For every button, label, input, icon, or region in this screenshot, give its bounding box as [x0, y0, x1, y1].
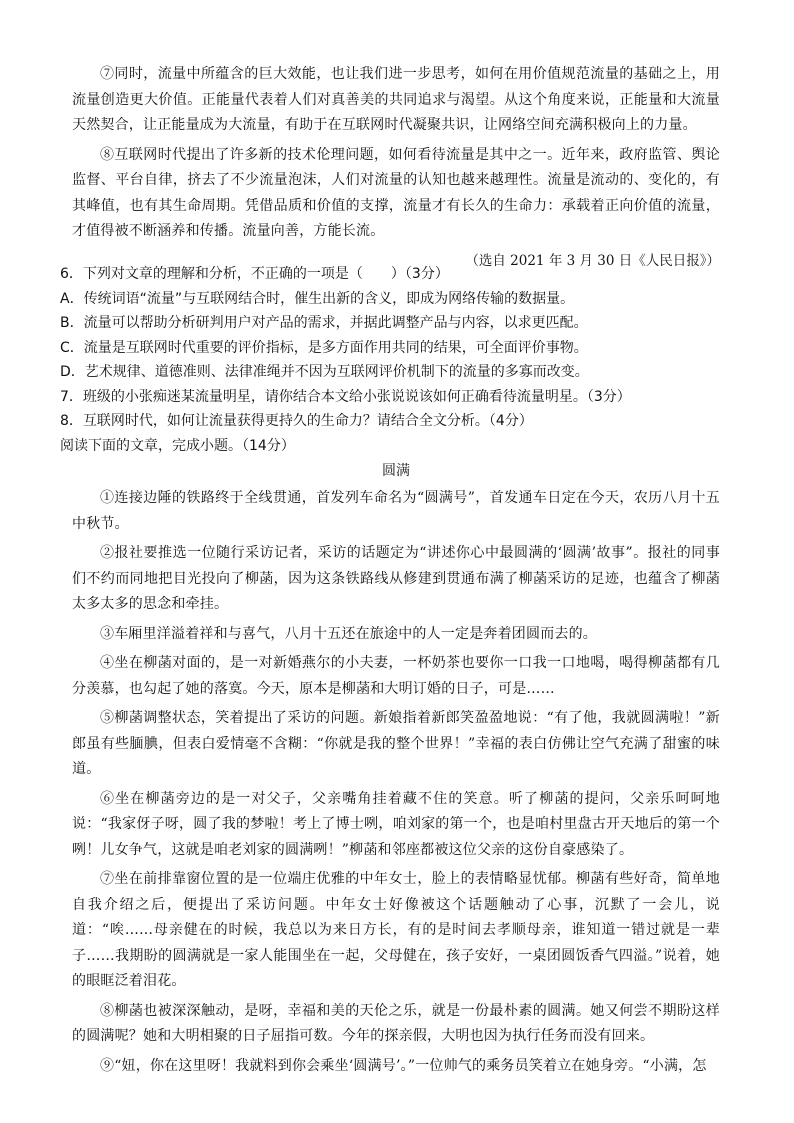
- article2-paragraph-2: ②报社要推选一位随行采访记者，采访的话题定为“讲述你心中最圆满的‘圆满’故事”。报社的同事们不约而同地把目光投向了柳菡，因为这条铁路线从修建到贯通布满了柳菡采访的足迹，也蕴含了柳菡太多太多的思念和牵挂。: [72, 545, 720, 612]
- article1-body: [72, 62, 720, 273]
- article2-paragraph-1: ①连接边陲的铁路终于全线贯通，首发列车命名为“圆满号”，首发通车日定在今天，农历八月十五中秋节。: [72, 490, 720, 532]
- article2-title: 圆满: [382, 463, 410, 479]
- article2-paragraph-6: ⑥坐在柳菡旁边的是一对父子，父亲嘴角挂着藏不住的笑意。听了柳菡的提问，父亲乐呵呵地说：“我家伢子呀，圆了我的梦啦！考上了博士咧，咱刘家的第一个，也是咱村里盘古开天地后的第一个咧！儿女争气，这就是咱老刘家的圆满咧！”柳菡和邻座都被这位父亲的这份自豪感染了。: [72, 790, 720, 858]
- article2-paragraph-8: ⑧柳菡也被深深触动，是呀，幸福和美的天伦之乐，就是一份最朴素的圆满。她又何尝不期盼这样的圆满呢？她和大明相聚的日子屈指可数。今年的探亲假，大明也因为执行任务而没有回来。: [72, 1002, 720, 1044]
- question-6: 6．下列对文章的理解和分析，不正确的一项是（ ）（3分）: [60, 266, 449, 282]
- article2-paragraph-4: ④坐在柳菡对面的，是一对新婚燕尔的小夫妻，一杯奶茶也要你一口我一口地喝，喝得柳菡都有几分羡慕，也勾起了她的落寞。今天，原本是柳菡和大明订婚的日子，可是……: [72, 655, 720, 697]
- reading-instruction: 阅读下面的文章，完成小题。（14分）: [60, 437, 295, 454]
- question-6-option-b: B．流量可以帮助分析研判用户对产品的需求，并据此调整产品与内容，以求更匹配。: [60, 315, 588, 331]
- article2-paragraph-5: ⑤柳菡调整状态，笑着提出了采访的问题。新娘指着新郎笑盈盈地说：“有了他，我就圆满啦！”新郎虽有些腼腆，但表白爱情毫不含糊：“你就是我的整个世界！”幸福的表白仿佛让空气充满了甜蜜的味道。: [72, 710, 720, 777]
- article2: [72, 458, 720, 1079]
- question-list: [60, 262, 720, 458]
- article2-paragraph-9: ⑨“妞，你在这里呀！我就料到你会乘坐‘圆满号’。”一位帅气的乘务员笑着立在她身旁。“小满，怎: [100, 1057, 707, 1074]
- article1-paragraph-8: ⑧互联网时代提出了许多新的技术伦理问题，如何看待流量是其中之一。近年来，政府监管、舆论监督、平台自律，挤去了不少流量泡沫，人们对流量的认知也越来越理性。流量是流动的、变化的，有其峰值，也有其生命周期。凭借品质和价值的支撑，流量才有长久的生命力：承载着正向价值的流量，才值得被不断涵养和传播。流量向善，方能长流。: [72, 146, 720, 239]
- article1-paragraph-7: ⑦同时，流量中所蕴含的巨大效能，也让我们进一步思考，如何在用价值规范流量的基础之上，用流量创造更大价值。正能量代表着人们对真善美的共同追求与渴望。从这个角度来说，正能量和大流量天然契合，让正能量成为大流量，有助于在互联网时代凝聚共识，让网络空间充满积极向上的力量。: [72, 66, 720, 133]
- question-7: 7．班级的小张痴迷某流量明星，请你结合本文给小张说说该如何正确看待流量明星。（3分）: [60, 388, 631, 405]
- article2-paragraph-7: ⑦坐在前排靠窗位置的是一位端庄优雅的中年女士，脸上的表情略显忧郁。柳菡有些好奇，简单地自我介绍之后，便提出了采访问题。中年女士好像被这个话题触动了心事，沉默了一会儿，说道：“唉……母亲健在的时候，我总以为来日方长，有的是时间去孝顺母亲，谁知道一错过就是一辈子……我期盼的圆满就是一家人能围坐在一起，父母健在，孩子安好，一桌团圆饭香气四溢。”说着，她的眼眶泛着泪花。: [72, 871, 720, 989]
- article2-paragraph-3: ③车厢里洋溢着祥和与喜气，八月十五还在旅途中的人一定是奔着团圆而去的。: [100, 625, 597, 642]
- question-6-option-a: A．传统词语“流量”与互联网结合时，催生出新的含义，即成为网络传输的数据量。: [60, 290, 575, 307]
- question-6-option-d: D．艺术规律、道德准则、法律准绳并不因为互联网评价机制下的流量的多寡而改变。: [60, 364, 589, 380]
- article1-source: （选自 2021 年 3 月 30 日《人民日报》）: [465, 252, 720, 269]
- question-8: 8．互联网时代，如何让流量获得更持久的生命力？请结合全文分析。（4分）: [60, 413, 533, 429]
- question-6-option-c: C．流量是互联网时代重要的评价指标，是多方面作用共同的结果，可全面评价事物。: [60, 339, 588, 356]
